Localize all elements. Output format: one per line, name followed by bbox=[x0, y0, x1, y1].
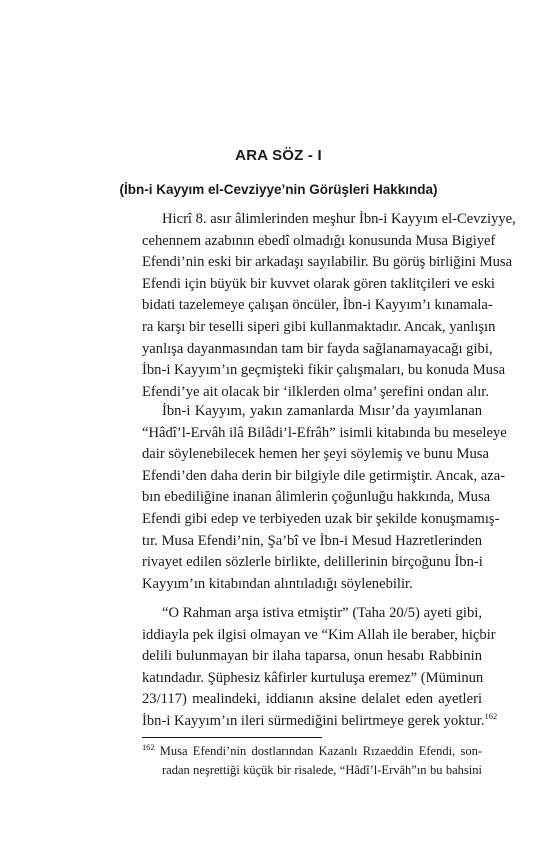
footnote-reference[interactable]: 162 bbox=[484, 711, 498, 722]
text-line: bın ebediliğine inanan âlimlerin çoğunluğu hakkında, Musa bbox=[142, 489, 491, 506]
text-line: iddiayla pek ilgisi olmayan ve “Kim Allah ile beraber, hiçbir bbox=[142, 626, 496, 643]
text-line: “O Rahman arşa istiva etmiştir” (Taha 20/5) ayeti gibi, bbox=[162, 605, 482, 621]
footnote-text: Musa Efendi’nin dostlarından Kazanlı Rızaeddin Efendi, son- bbox=[159, 744, 482, 758]
text-line: “Hâdî’l-Ervâh ilâ Bilâdi’l-Efrâh” isimli kitabında bu meseleye bbox=[142, 424, 507, 441]
paragraph-1 bbox=[142, 209, 516, 403]
text-line: delili bulunmayan bir ilaha taparsa, onun hesabı Rabbinin bbox=[142, 648, 482, 665]
section-title: ARA SÖZ - I bbox=[235, 147, 322, 164]
text-line: Efendi için büyük bir kuvvet olarak gören taklitçileri ve eski bbox=[142, 275, 495, 292]
text-line: 23/117) mealindeki, iddianın aksine delalet eden ayetleri bbox=[142, 691, 482, 708]
text-line: İbn-i Kayyım, yakın zamanlarda Mısır’da yayımlanan bbox=[162, 403, 482, 419]
text-line: Kayyım’ın kitabından alıntıladığı söylenebilir. bbox=[142, 575, 413, 592]
text-line: İbn-i Kayyım’ın geçmişteki fikir çalışmaları, bu konuda Musa bbox=[142, 362, 506, 379]
text-line: Efendi gibi edep ve terbiyeden uzak bir şekilde konuşmamış- bbox=[142, 510, 500, 527]
text-line: Hicrî 8. asır âlimlerinden meşhur İbn-i Kayyım el-Cevziyye, bbox=[162, 211, 516, 227]
text-line: Efendi’nin eski bir arkadaşı sayılabilir. Bu görüş birliğini Musa bbox=[142, 254, 513, 271]
text-line-with-footnote-ref bbox=[142, 711, 498, 733]
footnote-line: radan neşrettiği küçük bir risalede, “Hâdî’l-Ervâh”ın bu bahsini bbox=[162, 763, 482, 777]
paragraph-3 bbox=[142, 603, 498, 733]
footnote-line bbox=[142, 742, 482, 761]
footnote-number: 162 bbox=[142, 741, 155, 752]
text-line: bidati tazelemeye çalışan öncüler, İbn-i Kayyım’ı kınamala- bbox=[142, 297, 493, 314]
text-line: yanlışa dayanmasından tam bir fayda sağlanamayacağı gibi, bbox=[142, 340, 493, 357]
text-line: dair söylenebilecek hemen her şeyi söylemiş ve bunu Musa bbox=[142, 446, 489, 463]
text-line: Efendi’den daha derin bir bilgiyle dile getirmiştir. Ancak, aza- bbox=[142, 467, 506, 484]
text-line: tır. Musa Efendi’nin, Şa’bî ve İbn-i Mesud Hazretlerinden bbox=[142, 532, 482, 549]
text-line: cehennem azabının ebedî olmadığı konusunda Musa Bigiyef bbox=[142, 232, 496, 249]
footnote-divider bbox=[142, 737, 322, 738]
text-line: Efendi’ye ait olacak bir ‘ilklerden olma’ şerefini ondan alır. bbox=[142, 383, 489, 400]
text-line: katındadır. Şüphesiz kâfirler kurtuluşa eremez” (Müminun bbox=[142, 669, 484, 686]
text-line-content: İbn-i Kayyım’ın ileri sürmediğini belirtmeye gerek yoktur. bbox=[142, 712, 485, 729]
paragraph-2 bbox=[142, 401, 507, 595]
footnote bbox=[142, 742, 482, 780]
text-line: ra karşı bir teselli siperi gibi kullanmaktadır. Ancak, yanlışın bbox=[142, 318, 496, 335]
section-subtitle: (İbn-i Kayyım el-Cevziyye’nin Görüşleri Hakkında) bbox=[119, 182, 438, 197]
text-line: rivayet edilen sözlerle birlikte, delillerinin birçoğunu İbn-i bbox=[142, 554, 483, 571]
